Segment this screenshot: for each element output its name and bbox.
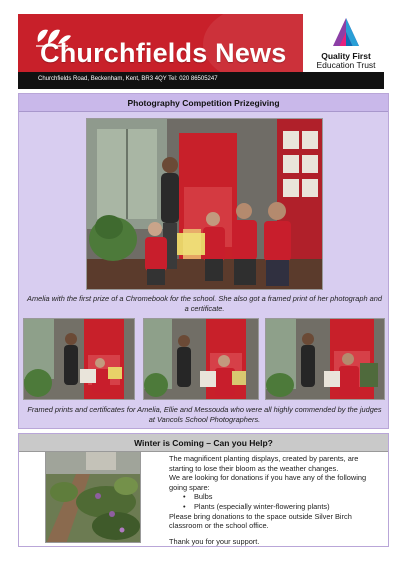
- prizegiving-main-photo: [86, 118, 323, 290]
- trust-logo: [308, 14, 384, 72]
- main-photo-caption: Amelia with the first prize of a Chromebook for the school. She also got a framed print of her photograph and a certificate.: [27, 294, 382, 313]
- trust-line-1: Quality First: [321, 51, 371, 61]
- thumbnail-photo-ellie: [143, 318, 259, 400]
- trust-name: [308, 52, 384, 70]
- winter-paragraph-3: Please bring donations to the space outside Silver Birch classroom or the school office.: [169, 511, 352, 531]
- thumbnail-photo-amelia: [23, 318, 135, 400]
- winter-section-title: Winter is Coming – Can you Help?: [19, 434, 388, 452]
- photography-section: [18, 93, 389, 429]
- winter-section: [18, 433, 389, 547]
- winter-paragraph-1: The magnificent planting displays, created by parents, are starting to lose their bloom as the weather changes.: [169, 454, 359, 473]
- newsletter-header: [18, 14, 384, 89]
- trust-line-2: Education Trust: [316, 60, 376, 70]
- donation-item-plants: • Plants (especially winter-flowering plants): [183, 502, 383, 512]
- photography-section-title: Photography Competition Prizegiving: [19, 94, 388, 112]
- thumbnails-caption: Framed prints and certificates for Amelia, Ellie and Messouda who were all highly commended by the judges at Vancols School Photographers.: [27, 405, 382, 424]
- header-banner: [18, 14, 303, 72]
- planting-display-photo: [45, 451, 141, 543]
- winter-appeal-text: [169, 454, 383, 546]
- thumbnail-photo-messouda: [265, 318, 385, 400]
- donation-item-bulbs: • Bulbs: [183, 492, 383, 502]
- newsletter-title: Churchfields News: [40, 38, 287, 68]
- trust-triangle-logo-icon: [332, 16, 360, 50]
- winter-paragraph-4: Thank you for your support.: [169, 536, 260, 546]
- winter-paragraph-2: We are looking for donations if you have any of the following going spare:: [169, 473, 367, 492]
- donation-list: [183, 492, 383, 511]
- school-address: Churchfields Road, Beckenham, Kent, BR3 4QY Tel: 020 86505247: [38, 76, 218, 82]
